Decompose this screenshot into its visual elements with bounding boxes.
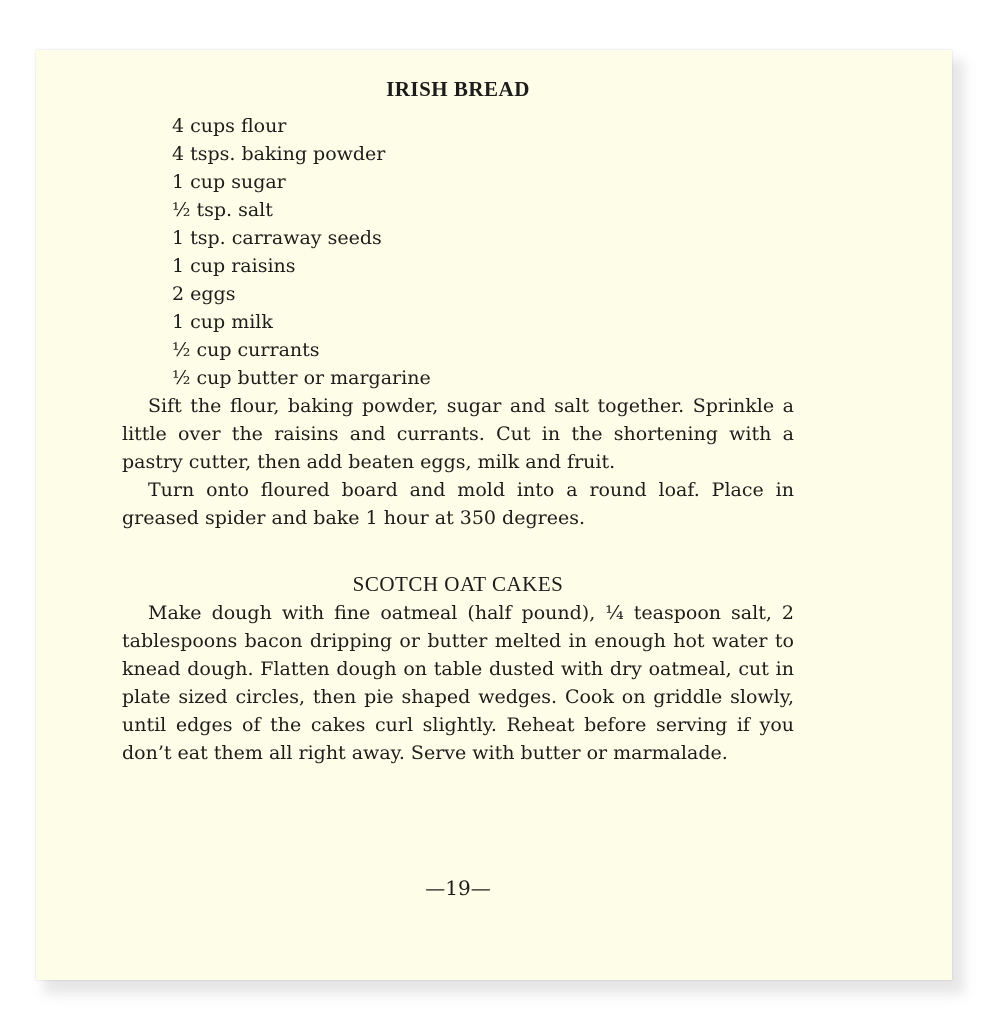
ingredient-item: ½ cup butter or margarine bbox=[172, 367, 431, 389]
ingredient-item: 2 eggs bbox=[172, 283, 236, 305]
book-page bbox=[36, 50, 952, 980]
ingredient-item: 1 cup sugar bbox=[172, 171, 286, 193]
ingredient-item: 4 tsps. baking powder bbox=[172, 143, 386, 165]
ingredient-item: 1 tsp. carraway seeds bbox=[172, 227, 382, 249]
directions-paragraph: Make dough with fine oatmeal (half pound), ¼ teaspoon salt, 2 tablespoons bacon dripping or butter melted in enough hot water to knead dough. Flatten dough on table dusted with dry oatmeal, cut in plate sized circles, then pie shaped wedges. Cook on griddle slowly, until edges of the cakes curl slightly. Reheat before serving if you don’t eat them all right away. Serve with butter or marmalade. bbox=[122, 602, 794, 764]
ingredient-item: ½ cup currants bbox=[172, 339, 320, 361]
ingredient-item: 1 cup raisins bbox=[172, 255, 296, 277]
recipe-title-scotch-oat-cakes: SCOTCH OAT CAKES bbox=[352, 572, 564, 596]
ingredient-item: ½ tsp. salt bbox=[172, 199, 273, 221]
page-number: —19— bbox=[425, 876, 491, 900]
ingredient-item: 1 cup milk bbox=[172, 311, 273, 333]
ingredient-item: 4 cups flour bbox=[172, 115, 287, 137]
page-content bbox=[122, 74, 794, 900]
ingredient-list bbox=[122, 112, 794, 392]
directions-paragraph: Turn onto floured board and mold into a round loaf. Place in greased spider and bake 1 hour at 350 degrees. bbox=[122, 479, 794, 529]
recipe-title-irish-bread: IRISH BREAD bbox=[386, 77, 530, 101]
directions-paragraph: Sift the flour, baking powder, sugar and salt together. Sprinkle a little over the raisins and currants. Cut in the shortening with a pastry cutter, then add beaten eggs, milk and fruit. bbox=[122, 395, 794, 473]
